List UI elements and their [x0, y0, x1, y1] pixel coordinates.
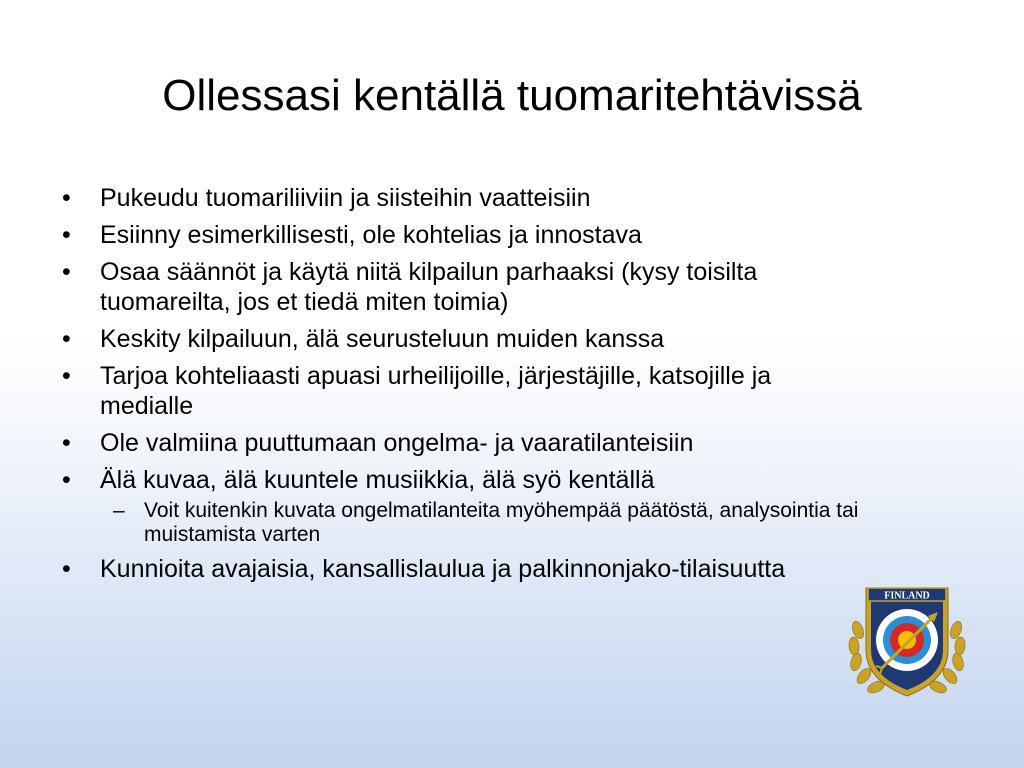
- archery-target-emblem-icon: [842, 580, 972, 702]
- bullet-text: Keskity kilpailuun, älä seurusteluun muiden kanssa: [100, 325, 665, 353]
- slide-title: Ollessasi kentällä tuomaritehtävissä: [162, 71, 862, 120]
- bullet-text: Kunnioita avajaisia, kansallislaulua ja palkinnonjako-tilaisuutta: [100, 555, 786, 583]
- bullet-marker: •: [62, 325, 71, 353]
- bullet-marker: •: [62, 555, 71, 583]
- bullet-text: Osaa säännöt ja käytä niitä kilpailun parhaaksi (kysy toisilta tuomareilta, jos et tiedä miten toimia): [100, 258, 758, 316]
- bullet-text: Esiinny esimerkillisesti, ole kohtelias ja innostava: [100, 221, 642, 249]
- bullet-marker: •: [62, 221, 71, 249]
- bullet-marker: •: [62, 466, 71, 494]
- sub-bullet-item: [100, 499, 862, 547]
- bullet-item: [62, 361, 862, 421]
- bullet-marker: •: [62, 429, 71, 457]
- bullet-text: Älä kuvaa, älä kuuntele musiikkia, älä syö kentällä: [100, 466, 655, 494]
- bullet-item: [62, 257, 862, 317]
- sub-bullet-marker: –: [113, 499, 125, 522]
- bullet-item: [62, 465, 862, 547]
- bullet-text: Ole valmiina puuttumaan ongelma- ja vaaratilanteisiin: [100, 429, 694, 457]
- bullet-item: [62, 220, 862, 250]
- bullet-item: [62, 554, 862, 584]
- finland-archery-logo: [842, 580, 972, 702]
- bullet-item: [62, 428, 862, 458]
- bullet-marker: •: [62, 258, 71, 286]
- bullet-list: [62, 183, 862, 591]
- bullet-item: [62, 183, 862, 213]
- bullet-text: Pukeudu tuomariliiviin ja siisteihin vaatteisiin: [100, 184, 591, 212]
- bullet-marker: •: [62, 362, 71, 390]
- sub-bullet-text: Voit kuitenkin kuvata ongelmatilanteita myöhempää päätöstä, analysointia tai muistamista varten: [144, 499, 859, 546]
- bullet-marker: •: [62, 184, 71, 212]
- bullet-item: [62, 324, 862, 354]
- sub-bullet-list: [100, 499, 862, 547]
- logo-banner-text: FINLAND: [884, 590, 930, 602]
- bullet-text: Tarjoa kohteliaasti apuasi urheilijoille, järjestäjille, katsojille ja medialle: [100, 362, 772, 420]
